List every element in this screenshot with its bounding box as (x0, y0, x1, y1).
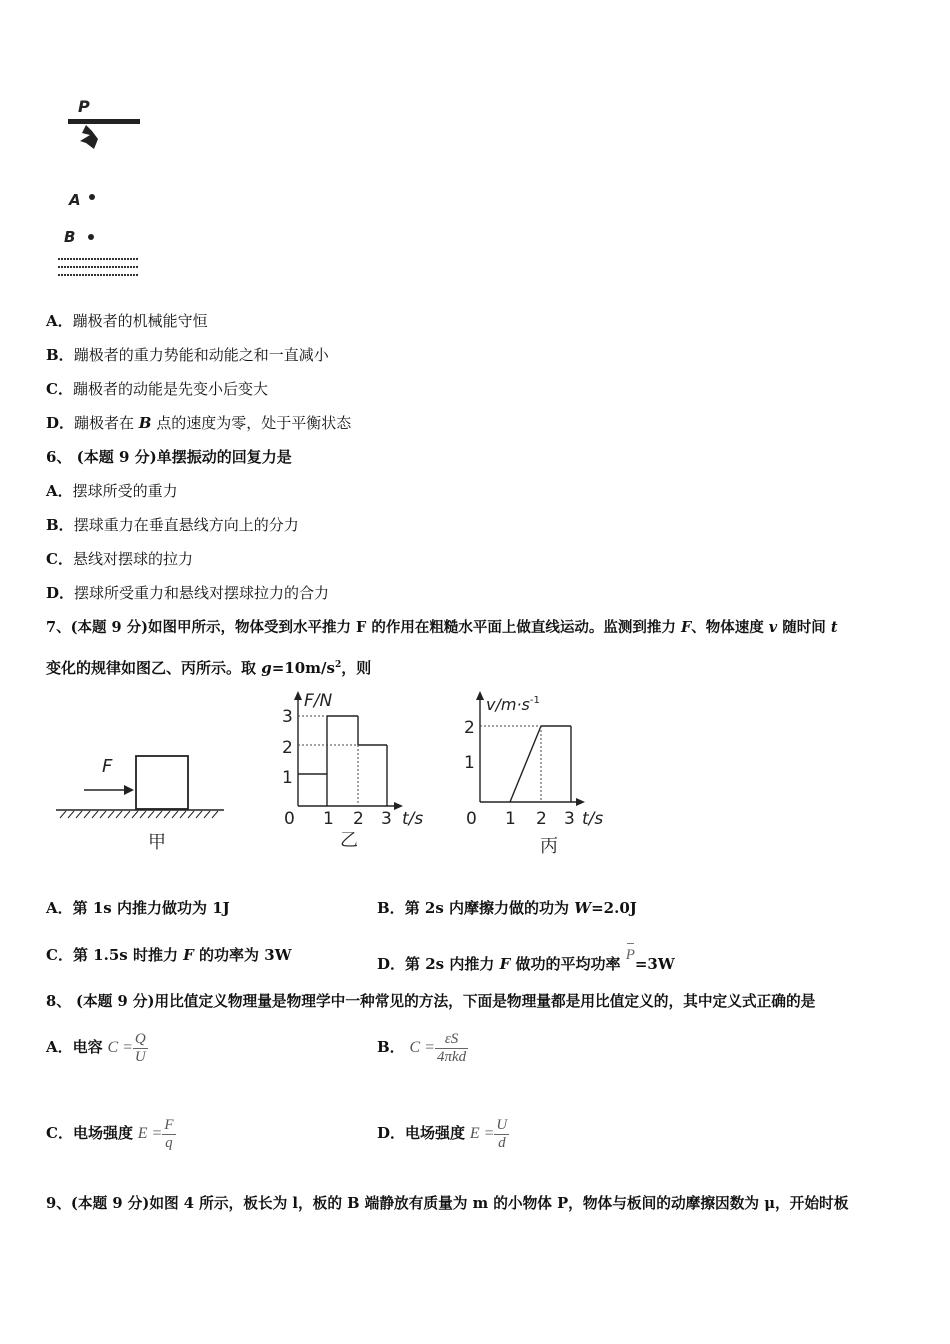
label-a: A (69, 191, 81, 209)
point-a (89, 194, 95, 200)
q6-stem: 6、 (本题 9 分)单摆振动的回复力是 (46, 448, 292, 466)
fraction: $\frac{Q}{U}$ (134, 1030, 146, 1065)
power-symbol: P (625, 947, 635, 963)
jumper (80, 125, 98, 149)
x-tick-label: 0 (284, 809, 295, 829)
f-t-graph (298, 716, 387, 806)
q7-option-c: C．第 1.5s 时推力 F 的功率为 3W (46, 946, 292, 964)
bungee-figure (50, 95, 160, 290)
x-axis-label: t/s (582, 809, 604, 829)
caption-jia: 甲 (148, 832, 166, 853)
point-b (88, 234, 94, 240)
label-p: P (78, 97, 90, 116)
f-t-guides (298, 716, 358, 806)
q7-stem-line1: 7、(本题 9 分)如图甲所示，物体受到水平推力 F 的作用在粗糙水平面上做直线运动。监测到推力 F、物体速度 v 随时间 t (46, 619, 838, 636)
y-arrow (294, 691, 302, 700)
ground-hatch (60, 811, 218, 818)
x-tick-label: 3 (564, 809, 575, 829)
force-label: F (102, 756, 113, 777)
y-tick-label: 2 (282, 738, 293, 758)
platform (68, 119, 140, 124)
q6-option-c: C．悬线对摆球的拉力 (46, 550, 193, 568)
x-tick-label: 1 (323, 809, 334, 829)
fraction: $\frac{U}{d}$ (496, 1116, 508, 1151)
q5-option-b: B．蹦极者的重力势能和动能之和一直减小 (46, 346, 329, 364)
q9-stem: 9、(本题 9 分)如图 4 所示，板长为 l，板的 B 端静放有质量为 m 的小物体 P，物体与板间的动摩擦因数为 μ，开始时板 (46, 1195, 849, 1212)
v-t-guides (480, 726, 541, 802)
label-b: B (64, 228, 76, 246)
x-axis-label: t/s (402, 809, 424, 829)
q5-option-a: A．蹦极者的机械能守恒 (46, 312, 208, 330)
y-axis-label: F/N (304, 691, 333, 711)
caption-yi: 乙 (340, 830, 358, 851)
q8-option-a: A．电容 C = $\frac{Q}{U}$ (46, 1030, 146, 1065)
x-tick-label: 1 (505, 809, 516, 829)
x-tick-label: 2 (536, 809, 547, 829)
q8-option-c: C．电场强度 E = $\frac{F}{q}$ (46, 1116, 174, 1151)
fraction: $\frac{F}{q}$ (164, 1116, 174, 1151)
y-arrow (476, 691, 484, 700)
x-tick-label: 2 (353, 809, 364, 829)
y-tick-label: 1 (282, 768, 293, 788)
q6-option-d: D．摆球所受重力和悬线对摆球拉力的合力 (46, 584, 330, 602)
y-axis-label: $v/m\cdot s^{-1}$ (486, 695, 540, 714)
q7-stem-line2: 变化的规律如图乙、丙所示。取 $g=10m/s^2$，则 (46, 659, 372, 677)
y-tick-label: 2 (464, 718, 475, 738)
q8-stem: 8、 (本题 9 分)用比值定义物理量是物理学中一种常见的方法，下面是物理量都是用比值定义的，其中定义式正确的是 (46, 993, 816, 1010)
caption-bing: 丙 (540, 836, 558, 857)
q8-option-b: B． C = $\frac{\varepsilon S}{\text{4πkd}}$ (377, 1030, 467, 1065)
x-tick-label: 3 (381, 809, 392, 829)
q6-option-a: A．摆球所受的重力 (46, 482, 178, 500)
figure-bing (460, 688, 620, 858)
q7-option-a: A．第 1s 内推力做功为 1J (46, 899, 230, 917)
figure-jia (52, 740, 232, 860)
q8-option-d: D．电场强度 E = $\frac{U}{d}$ (377, 1116, 508, 1151)
x-tick-label: 0 (466, 809, 477, 829)
figure-yi (278, 688, 438, 858)
block (136, 756, 188, 809)
arrow-head (124, 785, 134, 795)
y-tick-label: 1 (464, 753, 475, 773)
q7-option-b: B．第 2s 内摩擦力做的功为 W=2.0J (377, 899, 637, 917)
q5-option-d: D．蹦极者在 B 点的速度为零，处于平衡状态 (46, 414, 352, 432)
x-arrow (576, 798, 585, 806)
q5-option-c: C．蹦极者的动能是先变小后变大 (46, 380, 268, 398)
y-tick-label: 3 (282, 707, 293, 727)
fraction: $\frac{\varepsilon S}{\text{4πkd}}$ (436, 1030, 467, 1065)
q7-option-d: D．第 2s 内推力 F 做功的平均功率 P=3W (377, 947, 675, 973)
q6-option-b: B．摆球重力在垂直悬线方向上的分力 (46, 516, 299, 534)
